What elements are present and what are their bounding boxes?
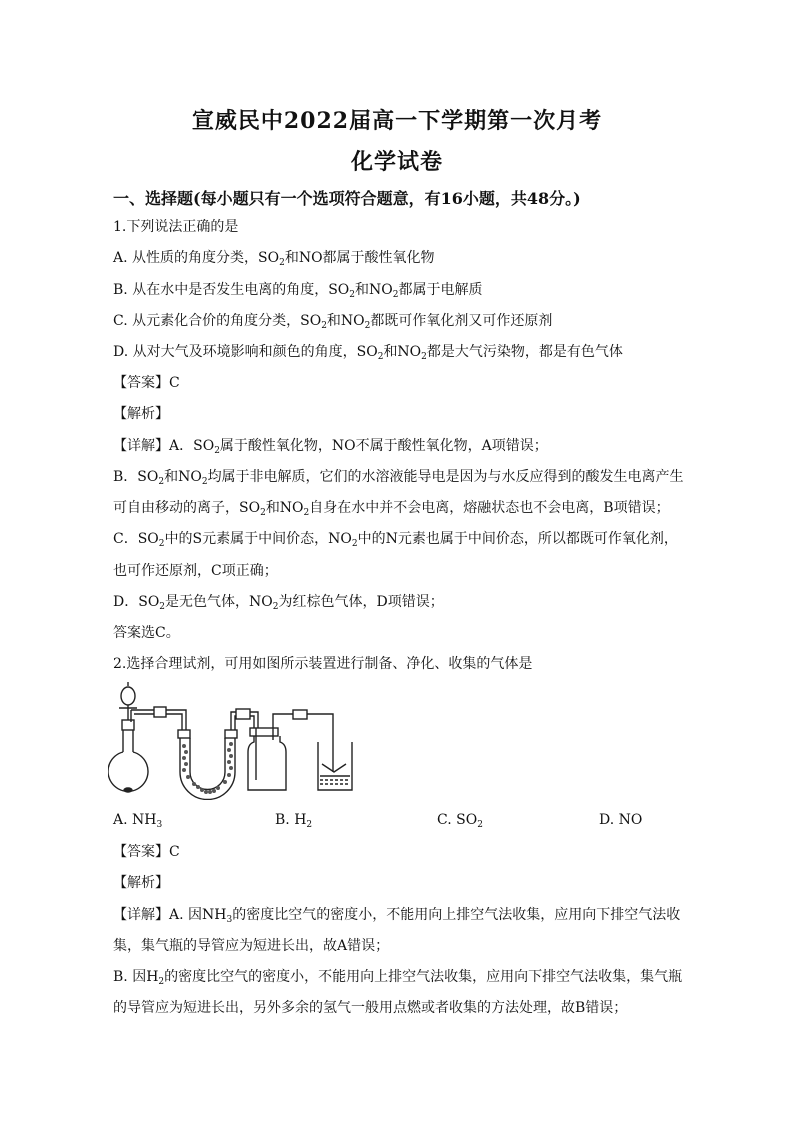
apparatus-figure xyxy=(108,680,358,800)
q2-detail-3: B. 因$H_2$的密度比空气的密度小，不能用向上排空气法收集，应用向下排空气法收集，集气瓶 xyxy=(113,969,683,987)
q1-option-d: D. 从对大气及环境影响和颜色的角度，$SO_2$和$NO_2$都是大气污染物，都是有色气体 xyxy=(113,344,623,362)
q1-detail-6: D．$SO_2$是无色气体，$NO_2$为红棕色气体，D项错误； xyxy=(113,594,444,612)
beaker-icon xyxy=(318,742,352,790)
round-flask-icon xyxy=(108,752,148,791)
q1-conclusion: 答案选C。 xyxy=(113,625,180,641)
q1-answer: 【答案】C xyxy=(113,375,180,391)
q1-detail-4: C．$SO_2$中的S元素属于中间价态，$NO_2$中的N元素也属于中间价态，所以都既可作氧化剂， xyxy=(113,531,678,549)
q1-stem: 1.下列说法正确的是 xyxy=(113,219,239,235)
q1-detail-1: 【详解】A．$SO_2$属于酸性氧化物，NO不属于酸性氧化物，A项错误； xyxy=(113,438,548,456)
q1-detail-2: B．$SO_2$和$NO_2$均属于非电解质，它们的水溶液能导电是因为与水反应得到的酸发生电离产生 xyxy=(113,469,684,487)
q2-option-b: B. $H_2$ xyxy=(275,812,313,830)
q2-stem: 2.选择合理试剂，可用如图所示装置进行制备、净化、收集的气体是 xyxy=(113,656,533,672)
gas-bottle-icon xyxy=(248,736,286,790)
q1-detail-5: 也可作还原剂，C项正确； xyxy=(113,563,278,579)
q2-analysis-label: 【解析】 xyxy=(113,875,169,891)
q1-option-c: C. 从元素化合价的角度分类，$SO_2$和$NO_2$都既可作氧化剂又可作还原剂 xyxy=(113,313,553,331)
page-subtitle: 化学试卷 xyxy=(350,149,443,175)
section-heading: 一、选择题(每小题只有一个选项符合题意，有16小题，共48分。) xyxy=(113,189,581,208)
q1-detail-3: 可自由移动的离子，$SO_2$和$NO_2$自身在水中并不会电离，熔融状态也不会电离，B项错误； xyxy=(113,500,670,518)
q2-detail-2: 集，集气瓶的导管应为短进长出，故A错误； xyxy=(113,938,390,954)
q2-option-a: A. $NH_3$ xyxy=(113,812,163,830)
u-tube-icon xyxy=(180,738,235,800)
q2-detail-1: 【详解】A. 因$NH_3$的密度比空气的密度小，不能用向上排空气法收集，应用向下排空气法收 xyxy=(113,907,681,925)
q1-option-b: B. 从在水中是否发生电离的角度，$SO_2$和$NO_2$都属于电解质 xyxy=(113,282,483,300)
q1-option-a: A. 从性质的角度分类，$SO_2$和NO都属于酸性氧化物 xyxy=(113,250,435,268)
q2-answer: 【答案】C xyxy=(113,844,180,860)
separatory-funnel-icon xyxy=(121,687,135,705)
q1-analysis-label: 【解析】 xyxy=(113,406,169,422)
q2-option-c: C. $SO_2$ xyxy=(437,812,483,830)
q2-detail-4: 的导管应为短进长出，另外多余的氢气一般用点燃或者收集的方法处理，故B错误； xyxy=(113,1000,628,1016)
q2-option-d: D. NO xyxy=(599,812,643,828)
page-title: 宣威民中2022届高一下学期第一次月考 xyxy=(191,108,603,134)
